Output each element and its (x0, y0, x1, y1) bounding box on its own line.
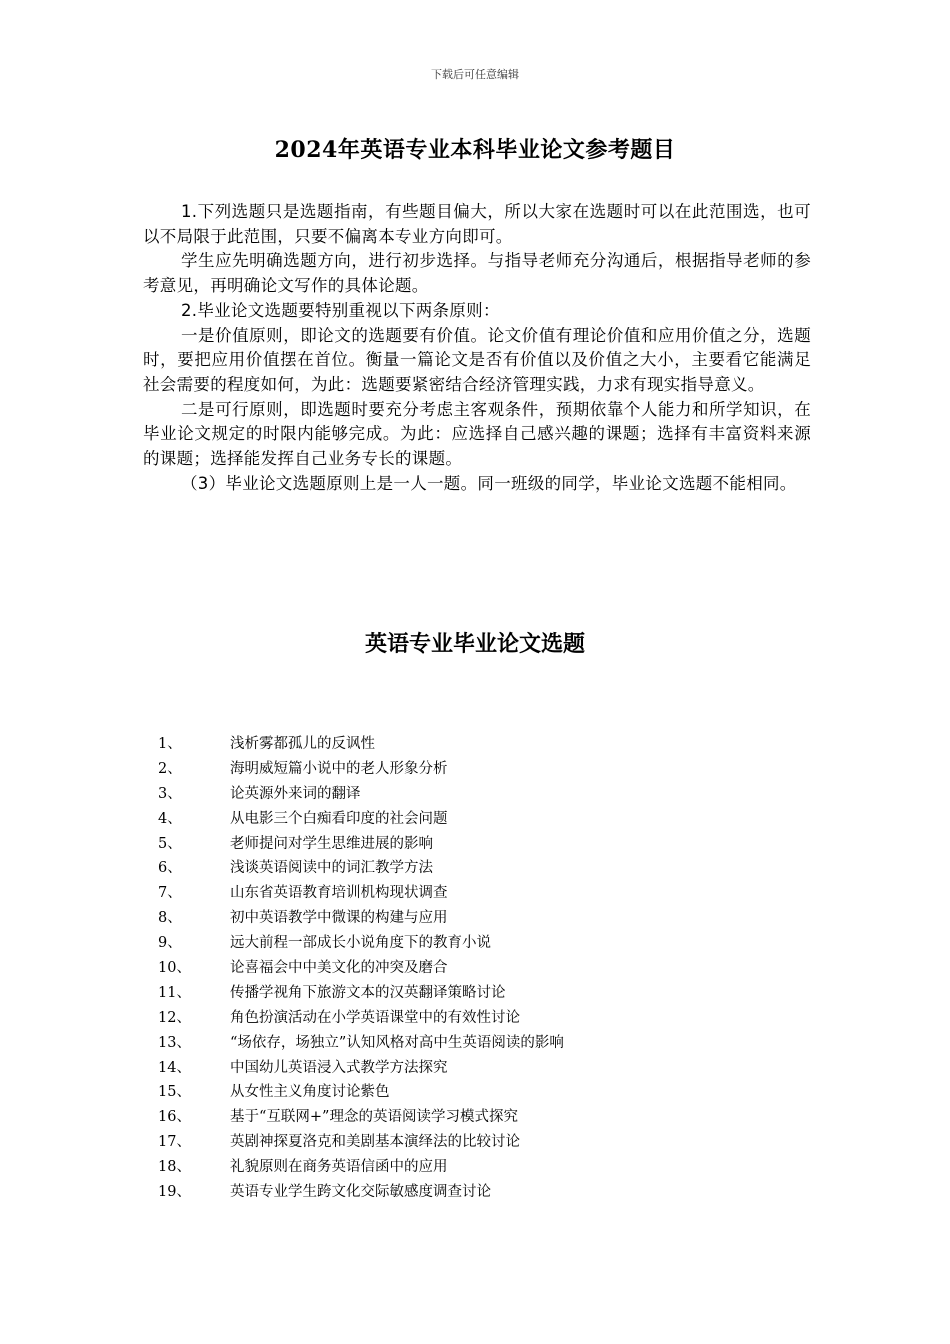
topic-item (158, 807, 564, 832)
intro-paragraph: 学生应先明确选题方向，进行初步选择。与指导老师充分沟通后，根据指导老师的参考意见，再明确论文写作的具体论题。 (143, 251, 811, 296)
topic-title: “场依存，场独立”认知风格对高中生英语阅读的影响 (230, 1034, 564, 1051)
topic-item (158, 1006, 564, 1031)
topic-number: 3、 (158, 785, 182, 802)
topic-number: 6、 (158, 860, 182, 877)
topic-title: 从电影三个白痴看印度的社会问题 (230, 810, 448, 827)
intro-paragraph: 二是可行原则，即选题时要充分考虑主客观条件，预期依靠个人能力和所学知识，在毕业论文规定的时限内能够完成。为此：应选择自己感兴趣的课题；选择有丰富资料来源的课题；选择能发挥自己业务专长的课题。 (143, 399, 811, 469)
topic-title: 传播学视角下旅游文本的汉英翻译策略讨论 (230, 984, 506, 1001)
topic-number: 17、 (158, 1134, 191, 1151)
topic-item (158, 856, 564, 881)
topic-title: 从女性主义角度讨论紫色 (230, 1084, 390, 1101)
topic-item (158, 956, 564, 981)
topic-item (158, 881, 564, 906)
topic-title: 论喜福会中中美文化的冲突及磨合 (230, 960, 448, 977)
topic-number: 18、 (158, 1159, 191, 1176)
intro-paragraph: 一是价值原则，即论文的选题要有价值。论文价值有理论价值和应用价值之分，选题时，要把应用价值摆在首位。衡量一篇论文是否有价值以及价值之大小，主要看它能满足社会需要的程度如何，为此：选题要紧密结合经济管理实践，力求有现实指导意义。 (143, 325, 811, 394)
topic-item (158, 1130, 564, 1155)
topic-item (158, 906, 564, 931)
topic-title: 浅谈英语阅读中的词汇教学方法 (230, 860, 433, 877)
topic-title: 英剧神探夏洛克和美剧基本演绎法的比较讨论 (230, 1134, 520, 1151)
topic-number: 9、 (158, 935, 182, 952)
topic-number: 11、 (158, 984, 191, 1001)
section-title: 英语专业毕业论文选题 (364, 631, 585, 657)
topic-item (158, 931, 564, 956)
topic-number: 12、 (158, 1009, 191, 1026)
topic-number: 4、 (158, 810, 182, 827)
topic-title: 远大前程一部成长小说角度下的教育小说 (230, 935, 491, 952)
topic-title: 礼貌原则在商务英语信函中的应用 (230, 1159, 448, 1176)
topic-title: 浅析雾都孤儿的反讽性 (230, 736, 375, 752)
topic-number: 14、 (158, 1059, 191, 1076)
document-title: 2024年英语专业本科毕业论文参考题目 (274, 137, 676, 163)
topic-title: 中国幼儿英语浸入式教学方法探究 (230, 1059, 448, 1076)
intro-paragraph: 2.毕业论文选题要特别重视以下两条原则： (181, 300, 500, 320)
topic-item (158, 1080, 564, 1105)
topic-number: 1、 (158, 736, 182, 752)
topic-item (158, 1155, 564, 1180)
topic-number: 19、 (158, 1184, 191, 1201)
intro-paragraph: （3）毕业论文选题原则上是一人一题。同一班级的同学，毕业论文选题不能相同。 (181, 473, 797, 493)
intro-section (143, 200, 811, 496)
topic-item (158, 1031, 564, 1056)
topic-number: 13、 (158, 1034, 191, 1051)
topic-title: 英语专业学生跨文化交际敏感度调查讨论 (230, 1184, 491, 1201)
topic-title: 论英源外来词的翻译 (230, 785, 361, 802)
topic-number: 15、 (158, 1084, 191, 1101)
topic-title: 海明威短篇小说中的老人形象分析 (230, 760, 448, 777)
topic-title: 角色扮演活动在小学英语课堂中的有效性讨论 (230, 1009, 520, 1026)
topic-item (158, 757, 564, 782)
topic-number: 7、 (158, 885, 182, 902)
topic-number: 8、 (158, 910, 182, 927)
topic-title: 山东省英语教育培训机构现状调查 (230, 885, 448, 902)
topic-number: 2、 (158, 760, 182, 777)
topic-list (158, 732, 564, 1205)
topic-item (158, 981, 564, 1006)
topic-number: 16、 (158, 1109, 191, 1126)
topic-title: 基于“互联网+”理念的英语阅读学习模式探究 (230, 1109, 518, 1126)
topic-title: 初中英语教学中微课的构建与应用 (230, 910, 448, 927)
topic-item (158, 832, 564, 857)
topic-item (158, 1056, 564, 1081)
topic-number: 10、 (158, 960, 191, 977)
topic-item (158, 1105, 564, 1130)
header-note: 下载后可任意编辑 (431, 68, 519, 81)
topic-number: 5、 (158, 835, 182, 852)
topic-item (158, 782, 564, 807)
topic-item (158, 732, 564, 757)
topic-title: 老师提问对学生思维进展的影响 (230, 835, 433, 852)
topic-item (158, 1180, 564, 1205)
intro-paragraph: 1.下列选题只是选题指南，有些题目偏大，所以大家在选题时可以在此范围选，也可以不局限于此范围，只要不偏离本专业方向即可。 (143, 202, 811, 246)
